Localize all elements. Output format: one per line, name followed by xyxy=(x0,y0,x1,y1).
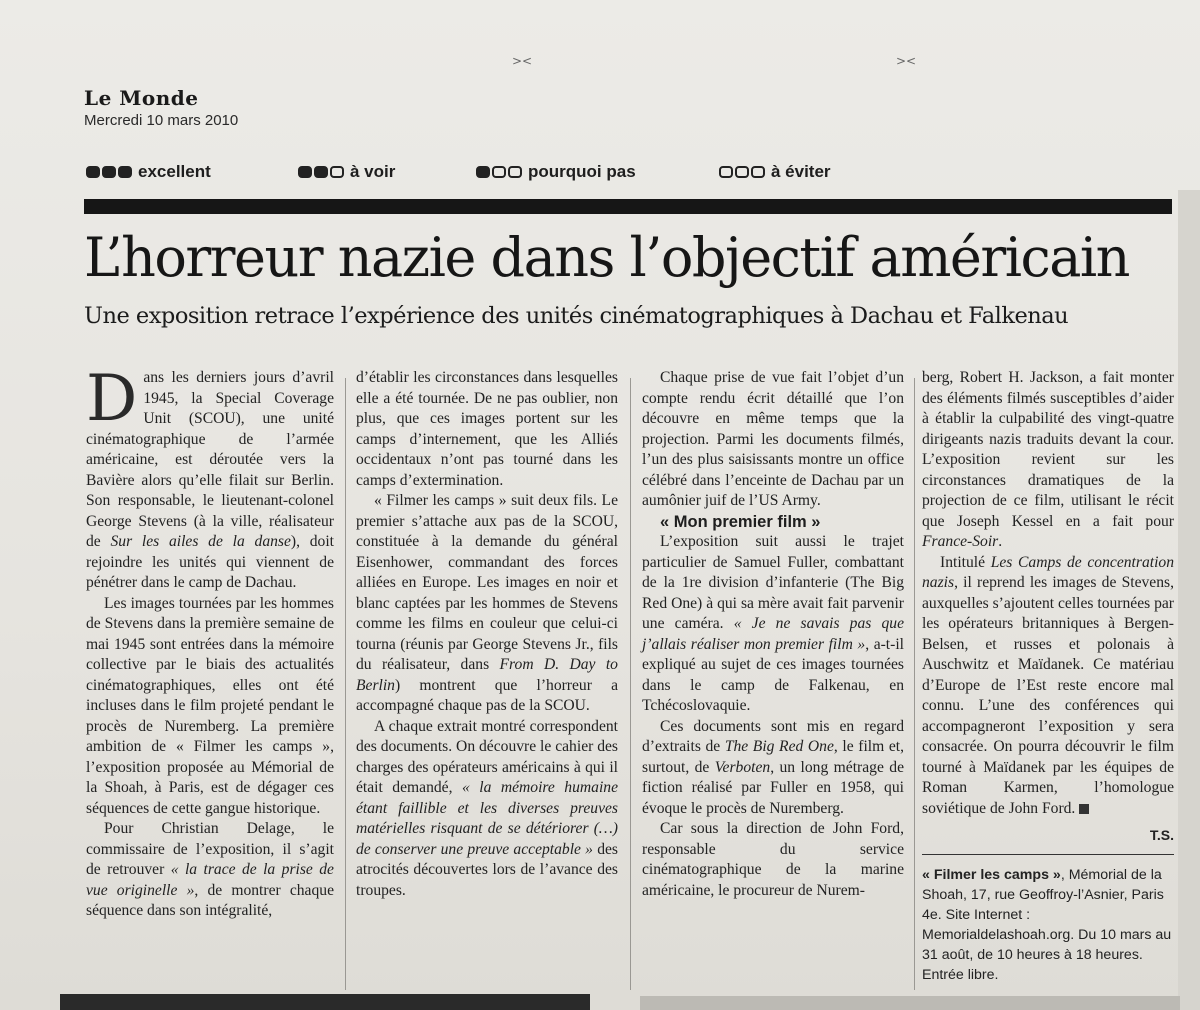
bottom-grey-band xyxy=(640,996,1180,1010)
article-subhead: Une exposition retrace l’expérience des unités cinématographiques à Dachau et Falkenau xyxy=(84,303,1069,329)
paragraph: Ces documents sont mis en regard d’extraits de The Big Red One, le film et, surtout, de Verboten, un long métrage de fiction réalisé par Fuller en 1958, qui évoque le procès de Nuremberg. xyxy=(642,717,904,817)
article-column-1 xyxy=(86,362,335,922)
article-headline: L’horreur nazie dans l’objectif américain xyxy=(84,226,1129,289)
rating-a-eviter xyxy=(719,162,831,182)
rating-dots-icon xyxy=(719,166,765,178)
masthead xyxy=(84,86,238,129)
rating-dots-icon xyxy=(476,166,522,178)
crop-mark: >< xyxy=(896,54,917,68)
intertitle: « Mon premier film » xyxy=(660,512,821,531)
section-rule xyxy=(84,199,1172,214)
paragraph: « Filmer les camps » suit deux fils. Le premier s’attache aux pas de la SCOU, constituée à la demande du général Eisenhower, commandant des forces alliées en Europe. Les images en noir et blanc captées par les hommes de Stevens comme les films en couleur que celui-ci tourna (réunis par George Stevens Jr., fils du réalisateur, dans From D. Day to Berlin) montrent que l’horreur a accompagné chaque pas de la SCOU. xyxy=(356,492,618,714)
paragraph: berg, Robert H. Jackson, a fait monter des éléments filmés susceptibles d’aider à établir la culpabilité des vingt-quatre dirigeants nazis traduits devant la cour. L’exposition revient sur les circonstances dramatiques de la projection de ce film, utilisant le récit que Joseph Kessel en a fait pour France-Soir. xyxy=(922,369,1174,550)
rating-label: pourquoi pas xyxy=(528,162,636,181)
column-divider xyxy=(914,378,915,990)
adjacent-page-edge xyxy=(1178,190,1200,1010)
rating-dots-icon xyxy=(298,166,344,178)
rating-label: à voir xyxy=(350,162,396,181)
article-column-2 xyxy=(356,368,618,901)
rating-label: excellent xyxy=(138,162,211,181)
crop-mark: >< xyxy=(512,54,533,68)
bottom-dark-band xyxy=(60,994,590,1010)
paragraph: L’exposition suit aussi le trajet particulier de Samuel Fuller, combattant de la 1re division d’infanterie (The Big Red One) à qui sa mère avait fait parvenir une caméra. « Je ne savais pas que j’allais réaliser mon premier film », a-t-il expliqué au sujet de ces images tournées dans le camp de Falkenau, en Tchécoslovaquie. xyxy=(642,533,905,714)
paragraph: Les images tournées par les hommes de Stevens dans la première semaine de mai 1945 sont entrées dans la mémoire collective par le biais des actualités cinématographiques, elles ont été incluses dans le film projeté pendant le procès de Nuremberg. La première ambition de « Filmer les camps », l’exposition proposée au Mémorial de la Shoah, à Paris, est de dégager ces séquences de cette gangue historique. xyxy=(86,594,334,817)
newspaper-logo: Le Monde xyxy=(84,86,199,110)
paragraph: A chaque extrait montré correspondent des documents. On découvre le cahier des charges des opérateurs américains à qui il était demandé, « la mémoire humaine étant faillible et les diverses preuves matérielles risquant de se détériorer (…) de conserver une preuve acceptable » des atrocités découvertes lors de l’avance des troupes. xyxy=(356,717,618,899)
author-signature: T.S. xyxy=(1149,827,1174,843)
column-divider xyxy=(630,378,631,990)
rating-excellent xyxy=(86,162,211,182)
paragraph: Pour Christian Delage, le commissaire de l’exposition, il s’agit de retrouver « la trace de la prise de vue originelle », de montrer chaque séquence dans son intégralité, xyxy=(86,820,334,919)
exhibition-info: « Filmer les camps », Mémorial de la Shoah, 17, rue Geoffroy-l’Asnier, Paris 4e. Site Internet : Memorialdelashoah.org. Du 10 mars au 31 août, de 10 heures à 18 heures. Entrée libre. xyxy=(922,866,1172,983)
drop-cap: D xyxy=(86,362,138,436)
rating-label: à éviter xyxy=(771,162,831,181)
rating-a-voir xyxy=(298,162,395,182)
end-mark-icon xyxy=(1079,804,1089,814)
paragraph: Intitulé Les Camps de concentration nazis, il reprend les images de Stevens, auxquelles s’ajoutent celles tournées par les opérateurs britanniques à Bergen-Belsen, et russes et polonais à Auschwitz et Maïdanek. Ce matériau d’Europe de l’Est reste encore mal connu. L’une des conférences qui accompagneront l’exposition y sera consacrée. On pourra découvrir le film tourné à Maïdanek par les équipes de Roman Karmen, l’homologue soviétique de John Ford. xyxy=(922,553,1175,817)
paragraph: d’établir les circonstances dans lesquelles elle a été tournée. De ne pas oublier, non plus, que ces images portent sur les camps d’internement, que les Alliés occidentaux n’ont pas tourné dans les camps d’extermination. xyxy=(356,369,618,489)
rating-dots-icon xyxy=(86,166,132,178)
paragraph: Dans les derniers jours d’avril 1945, la Special Coverage Unit (SCOU), une unité cinématographique de l’armée américaine, est déroutée vers la Bavière alors qu’elle filait sur Berlin. Son responsable, le lieutenant-colonel George Stevens (à la ville, réalisateur de Sur les ailes de la danse), doit rejoindre les unités qui viennent de pénétrer dans le camp de Dachau. xyxy=(86,362,335,591)
article-column-4 xyxy=(922,368,1174,985)
paragraph: Car sous la direction de John Ford, responsable du service cinématographique de la marine américaine, le procureur de Nurem- xyxy=(642,820,904,899)
article-column-3 xyxy=(642,368,904,901)
infobox-rule xyxy=(922,854,1174,855)
column-divider xyxy=(345,378,346,990)
issue-date: Mercredi 10 mars 2010 xyxy=(84,112,239,129)
paragraph: Chaque prise de vue fait l’objet d’un compte rendu écrit détaillé que l’on découvre en même temps que la projection. Parmi les documents filmés, l’un des plus saisissants montre un office célébré dans l’enceinte de Dachau par un aumônier juif de l’US Army. xyxy=(642,369,904,509)
rating-pourquoi-pas xyxy=(476,162,636,182)
